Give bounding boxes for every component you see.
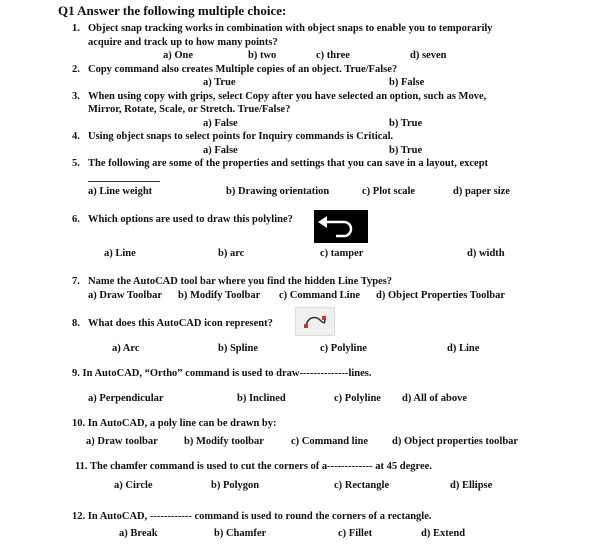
q8-option-a[interactable]: a) Arc [112, 343, 140, 354]
q2-text: Copy command also creates Multiple copies of an object. True/False? [88, 64, 398, 75]
q12-text: 12. In AutoCAD, ------------ command is used to round the corners of a rectangle. [72, 511, 432, 522]
q7-option-b[interactable]: b) Modify Toolbar [178, 290, 261, 301]
q4-text: Using object snaps to select points for Inquiry commands is Critical. [88, 131, 394, 142]
q8-option-c[interactable]: c) Polyline [320, 343, 367, 354]
q1-option-c[interactable]: c) three [316, 50, 350, 61]
q5-number: 5. [72, 158, 80, 169]
q9-option-a[interactable]: a) Perpendicular [88, 393, 164, 404]
q9-text: 9. In AutoCAD, “Ortho” command is used to draw--------------lines. [72, 368, 372, 379]
q5-option-d[interactable]: d) paper size [453, 186, 510, 197]
q8-option-d[interactable]: d) Line [447, 343, 480, 354]
q4-option-a[interactable]: a) False [203, 145, 238, 156]
q2-option-b[interactable]: b) False [389, 77, 425, 88]
q3-text-line2: Mirror, Rotate, Scale, or Stretch. True/False? [88, 104, 291, 115]
q2-number: 2. [72, 64, 80, 75]
q11-text: 11. The chamfer command is used to cut the corners of a------------- at 45 degree. [75, 461, 432, 472]
q6-option-b[interactable]: b) arc [218, 248, 245, 259]
q6-option-d[interactable]: d) width [467, 248, 505, 259]
q1-text-line2: acquire and track up to how many points? [88, 37, 278, 48]
q7-option-a[interactable]: a) Draw Toolbar [88, 290, 163, 301]
q3-option-a[interactable]: a) False [203, 118, 238, 129]
q12-option-d[interactable]: d) Extend [421, 528, 466, 539]
q6-option-c[interactable]: c) tamper [320, 248, 364, 259]
q11-option-b[interactable]: b) Polygon [211, 480, 260, 491]
q12-option-b[interactable]: b) Chamfer [214, 528, 267, 539]
q11-option-a[interactable]: a) Circle [114, 480, 153, 491]
q2-option-a[interactable]: a) True [203, 77, 236, 88]
q1-text-line1: Object snap tracking works in combination with object snaps to enable you to temporarily [88, 23, 493, 34]
q1-option-a[interactable]: a) One [163, 50, 194, 61]
q9-option-c[interactable]: c) Polyline [334, 393, 381, 404]
q11-option-d[interactable]: d) Ellipse [450, 480, 493, 491]
q7-text: Name the AutoCAD tool bar where you find the hidden Line Types? [88, 276, 393, 287]
q5-answer-blank [88, 181, 160, 182]
q8-option-b[interactable]: b) Spline [218, 343, 258, 354]
q8-number: 8. [72, 318, 80, 329]
q4-number: 4. [72, 131, 80, 142]
q5-option-a[interactable]: a) Line weight [88, 186, 153, 197]
q9-option-d[interactable]: d) All of above [402, 393, 468, 404]
q11-option-c[interactable]: c) Rectangle [334, 480, 390, 491]
q7-number: 7. [72, 276, 80, 287]
q5-option-c[interactable]: c) Plot scale [362, 186, 416, 197]
q10-option-c[interactable]: c) Command line [291, 436, 368, 447]
q7-option-c[interactable]: c) Command Line [279, 290, 361, 301]
q5-text: The following are some of the properties and settings that you can save in a layout, except [88, 158, 489, 169]
q1-option-b[interactable]: b) two [248, 50, 277, 61]
q12-option-a[interactable]: a) Break [119, 528, 158, 539]
q8-text: What does this AutoCAD icon represent? [88, 318, 273, 329]
q7-option-d[interactable]: d) Object Properties Toolbar [376, 290, 506, 301]
q3-number: 3. [72, 91, 80, 102]
q6-text: Which options are used to draw this polyline? [88, 214, 293, 225]
q6-number: 6. [72, 214, 80, 225]
q3-text-line1: When using copy with grips, select Copy after you have selected an option, such as Move, [88, 91, 487, 102]
q3-option-b[interactable]: b) True [389, 118, 423, 129]
q12-option-c[interactable]: c) Fillet [338, 528, 373, 539]
page-title: Q1 Answer the following multiple choice: [58, 3, 287, 18]
q4-option-b[interactable]: b) True [389, 145, 423, 156]
q10-option-a[interactable]: a) Draw toolbar [86, 436, 158, 447]
q6-option-a[interactable]: a) Line [104, 248, 136, 259]
q10-option-d[interactable]: d) Object properties toolbar [392, 436, 519, 447]
q10-text: 10. In AutoCAD, a poly line can be drawn by: [72, 418, 277, 429]
polyline-arrow-icon [314, 210, 368, 243]
q1-option-d[interactable]: d) seven [410, 50, 447, 61]
q9-option-b[interactable]: b) Inclined [237, 393, 286, 404]
q1-number: 1. [72, 23, 80, 34]
q5-option-b[interactable]: b) Drawing orientation [226, 186, 330, 197]
q10-option-b[interactable]: b) Modify toolbar [184, 436, 264, 447]
spline-tool-icon [295, 307, 335, 336]
